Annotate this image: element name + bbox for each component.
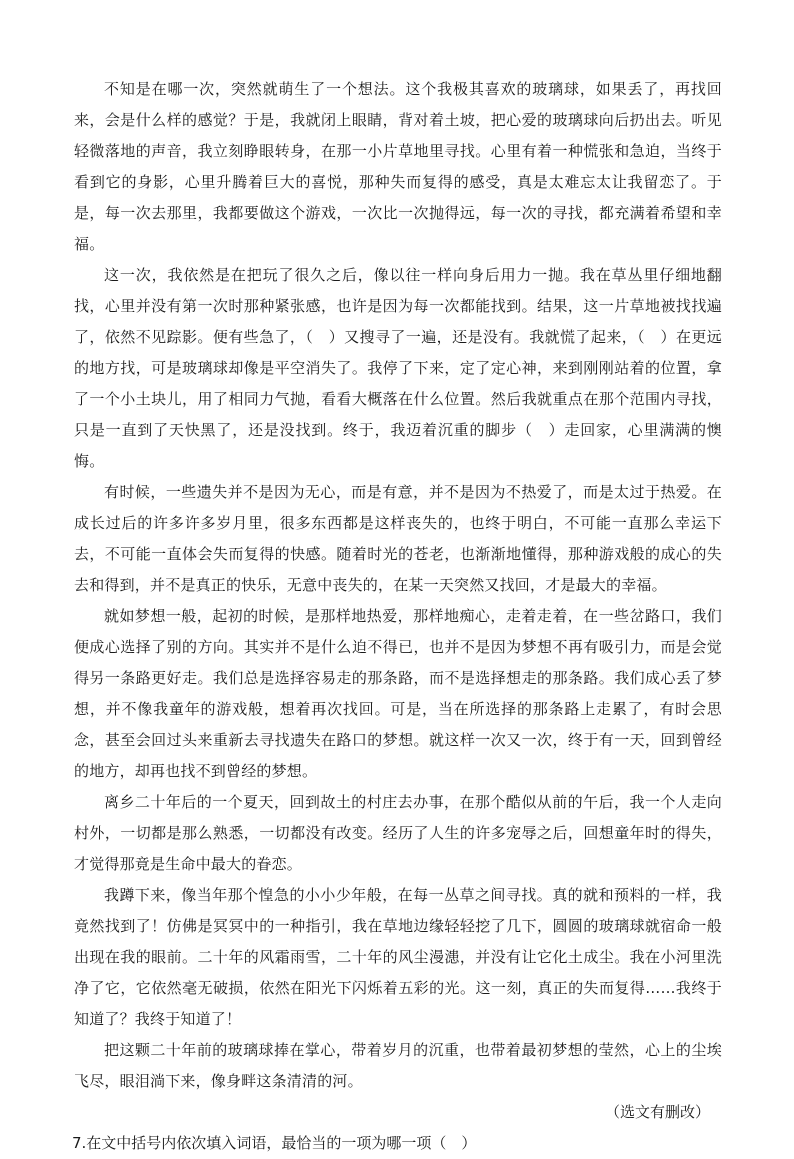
paragraph-3: 有时候，一些遗失并不是因为无心，而是有意，并不是因为不热爱了，而是太过于热爱。在成长过后的许多许多岁月里，很多东西都是这样丧失的，也终于明白，不可能一直那么幸运下去，不可能一直体会失而复得的快感。随着时光的苍老，也渐渐地懂得，那种游戏般的成心的失去和得到，并不是真正的快乐，无意中丧失的，在某一天突然又找回，才是最大的幸福。: [74, 483, 722, 594]
paragraph-2: 这一次，我依然是在把玩了很久之后，像以往一样向身后用力一抛。我在草丛里仔细地翻找，心里并没有第一次时那种紧张感，也许是因为每一次都能找到。结果，这一片草地被找找遍了，依然不见踪影。便有些急了，（ ）又搜寻了一遍，还是没有。我就慌了起来，（ ）在更远的地方找，可是玻璃球却像是平空消失了。我停了下来，定了定心神，来到刚刚站着的位置，拿了一个小土块儿，用了相同力气抛，看看大概落在什么位置。然后我就重点在那个范围内寻找，只是一直到了天快黑了，还是没找到。终于，我迈着沉重的脚步（ ）走回家，心里满满的懊悔。: [74, 266, 722, 470]
paragraph-1: 不知是在哪一次，突然就萌生了一个想法。这个我极其喜欢的玻璃球，如果丢了，再找回来，会是什么样的感觉？于是，我就闭上眼睛，背对着土坡，把心爱的玻璃球向后扔出去。听见轻微落地的声音，我立刻睁眼转身，在那一小片草地里寻找。心里有着一种慌张和急迫，当终于看到它的身影，心里升腾着巨大的喜悦，那种失而复得的感受，真是太难忘太让我留恋了。于是，每一次去那里，我都要做这个游戏，一次比一次抛得远，每一次的寻找，都充满着希望和幸福。: [74, 80, 722, 253]
paragraph-5: 离乡二十年后的一个夏天，回到故土的村庄去办事，在那个酷似从前的午后，我一个人走向村外，一切都是那么熟悉，一切都没有改变。经历了人生的许多宠辱之后，回想童年时的得失，才觉得那竟是生命中最大的眷恋。: [74, 793, 722, 873]
paragraph-7: 把这颗二十年前的玻璃球捧在掌心，带着岁月的沉重，也带着最初梦想的莹然，心上的尘埃飞尽，眼泪淌下来，像身畔这条清清的河。: [74, 1041, 722, 1090]
paragraph-6: 我蹲下来，像当年那个惶急的小小少年般，在每一丛草之间寻找。真的就和预料的一样，我竟然找到了！仿佛是冥冥中的一种指引，我在草地边缘轻轻挖了几下，圆圆的玻璃球就宿命一般出现在我的眼前。二十年的风霜雨雪，二十年的风尘漫漶，并没有让它化土成尘。我在小河里洗净了它，它依然毫无破损，依然在阳光下闪烁着五彩的光。这一刻，真正的失而复得……我终于知道了？我终于知道了！: [74, 886, 722, 1028]
document-page: [74, 74, 722, 1159]
source-note: （选文有删改）: [604, 1103, 710, 1121]
paragraph-4: 就如梦想一般，起初的时候，是那样地热爱，那样地痴心，走着走着，在一些岔路口，我们便成心选择了别的方向。其实并不是什么迫不得已，也并不是因为梦想不再有吸引力，而是会觉得另一条路更好走。我们总是选择容易走的那条路，而不是选择想走的那条路。我们成心丢了梦想，并不像我童年的游戏般，想着再次找回。可是，当在所选择的那条路上走累了，有时会思念，甚至会回过头来重新去寻找遗失在路口的梦想。就这样一次又一次，终于有一天，回到曾经的地方，却再也找不到曾经的梦想。: [74, 607, 722, 780]
question-7: 7.在文中括号内依次填入词语，最恰当的一项为哪一项（ ）: [72, 1134, 477, 1152]
